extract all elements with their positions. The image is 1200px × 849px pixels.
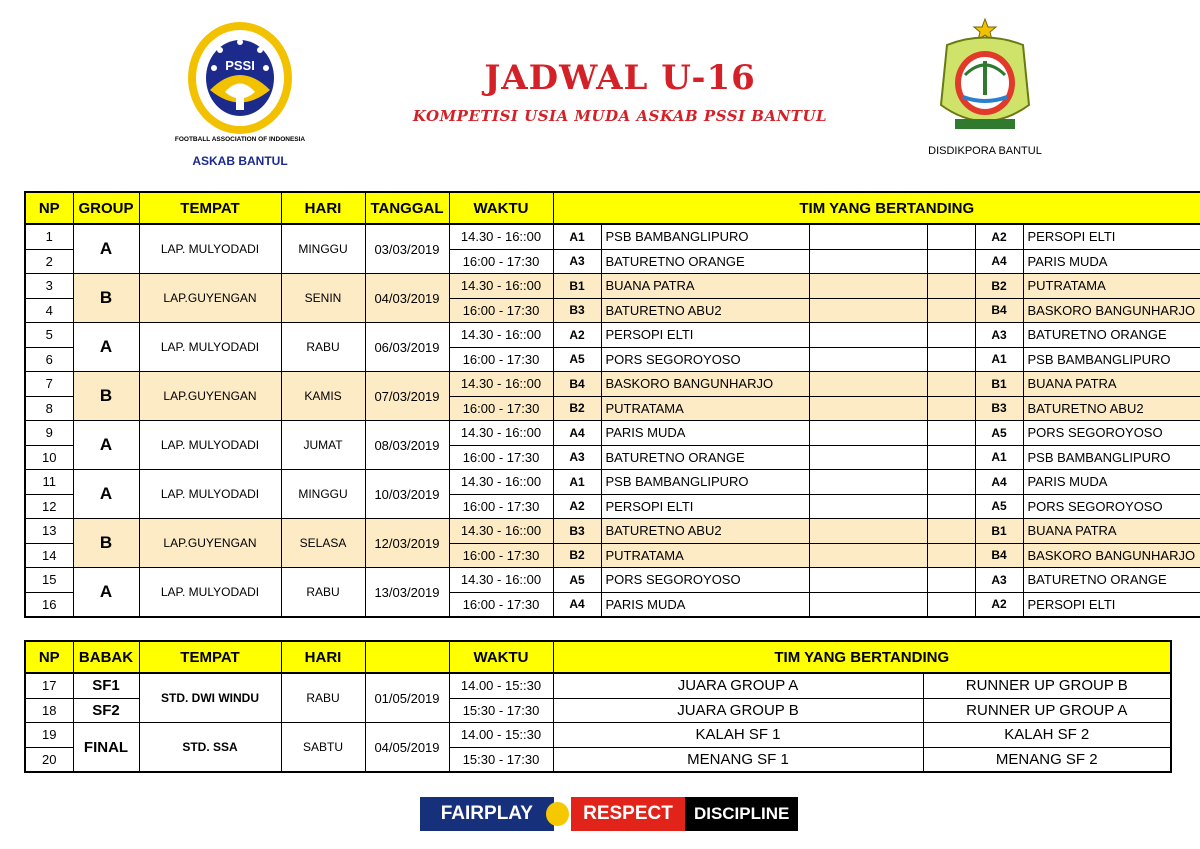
score-cell [927, 592, 975, 617]
table-row [25, 323, 1200, 348]
ball-icon [546, 802, 569, 826]
away-code: A2 [975, 224, 1023, 249]
score-cell [809, 519, 927, 544]
venue-cell: LAP. MULYODADI [139, 323, 281, 372]
header-hari: HARI [281, 192, 365, 224]
away-code: A1 [975, 347, 1023, 372]
score-cell [809, 543, 927, 568]
score-cell [927, 494, 975, 519]
home-code: B2 [553, 396, 601, 421]
page-subtitle: KOMPETISI USIA MUDA ASKAB PSSI BANTUL [412, 107, 828, 125]
home-team: PSB BAMBANGLIPURO [601, 224, 809, 249]
home-code: A1 [553, 470, 601, 495]
home-code: B4 [553, 372, 601, 397]
match-number: 15 [25, 568, 73, 593]
home-team: PUTRATAMA [601, 543, 809, 568]
venue-cell: LAP. MULYODADI [139, 224, 281, 274]
match-number: 13 [25, 519, 73, 544]
day-cell: RABU [281, 323, 365, 372]
header-tempat: TEMPAT [139, 641, 281, 673]
group-cell: B [73, 372, 139, 421]
group-cell: A [73, 323, 139, 372]
home-team: PARIS MUDA [601, 592, 809, 617]
home-code: A3 [553, 445, 601, 470]
home-code: A4 [553, 592, 601, 617]
match-number: 10 [25, 445, 73, 470]
fairplay-label: FAIRPLAY [420, 797, 554, 831]
home-team: PERSOPI ELTI [601, 323, 809, 348]
away-team: PORS SEGOROYOSO [1023, 494, 1200, 519]
away-team: BATURETNO ORANGE [1023, 568, 1200, 593]
match-number: 18 [25, 698, 73, 723]
day-cell: KAMIS [281, 372, 365, 421]
table-row [25, 421, 1200, 446]
score-cell [809, 274, 927, 299]
home-code: B1 [553, 274, 601, 299]
group-cell: A [73, 470, 139, 519]
match-number: 14 [25, 543, 73, 568]
time-cell: 16:00 - 17:30 [449, 543, 553, 568]
table-row [25, 224, 1200, 249]
date-cell: 06/03/2019 [365, 323, 449, 372]
score-cell [927, 470, 975, 495]
venue-cell: STD. SSA [139, 723, 281, 773]
home-team: BUANA PATRA [601, 274, 809, 299]
time-cell: 14.30 - 16::00 [449, 519, 553, 544]
date-cell: 07/03/2019 [365, 372, 449, 421]
match-number: 6 [25, 347, 73, 372]
home-team: PSB BAMBANGLIPURO [601, 470, 809, 495]
day-cell: JUMAT [281, 421, 365, 470]
score-cell [927, 323, 975, 348]
home-team: KALAH SF 1 [553, 723, 923, 748]
away-code: B4 [975, 298, 1023, 323]
bantul-logo [925, 15, 1045, 160]
home-code: A2 [553, 494, 601, 519]
away-team: PERSOPI ELTI [1023, 224, 1200, 249]
home-code: A5 [553, 347, 601, 372]
group-cell: A [73, 224, 139, 274]
home-team: PUTRATAMA [601, 396, 809, 421]
match-number: 3 [25, 274, 73, 299]
score-cell [809, 445, 927, 470]
time-cell: 14.30 - 16::00 [449, 470, 553, 495]
time-cell: 14.00 - 15::30 [449, 673, 553, 698]
header-tanggal: TANGGAL [365, 192, 449, 224]
round-cell: SF2 [73, 698, 139, 723]
home-code: A2 [553, 323, 601, 348]
match-number: 5 [25, 323, 73, 348]
date-cell: 12/03/2019 [365, 519, 449, 568]
home-code: B3 [553, 519, 601, 544]
knockout-table [24, 640, 1172, 773]
match-number: 16 [25, 592, 73, 617]
match-number: 17 [25, 673, 73, 698]
time-cell: 16:00 - 17:30 [449, 249, 553, 274]
score-cell [927, 298, 975, 323]
home-code: A4 [553, 421, 601, 446]
score-cell [809, 470, 927, 495]
table-row [25, 274, 1200, 299]
away-team: KALAH SF 2 [923, 723, 1171, 748]
venue-cell: LAP.GUYENGAN [139, 519, 281, 568]
away-team: BATURETNO ORANGE [1023, 323, 1200, 348]
svg-text:FOOTBALL ASSOCIATION OF INDONE: FOOTBALL ASSOCIATION OF INDONESIA [174, 136, 306, 143]
table-row [25, 723, 1171, 748]
disdikpora-caption: DISDIKPORA BANTUL [928, 145, 1042, 157]
away-team: PERSOPI ELTI [1023, 592, 1200, 617]
header-tim: TIM YANG BERTANDING [553, 192, 1200, 224]
bantul-emblem-icon [925, 15, 1045, 140]
date-cell: 01/05/2019 [365, 673, 449, 723]
match-number: 7 [25, 372, 73, 397]
home-code: A1 [553, 224, 601, 249]
home-team: PARIS MUDA [601, 421, 809, 446]
match-number: 12 [25, 494, 73, 519]
round-cell: FINAL [73, 723, 139, 773]
score-cell [809, 224, 927, 249]
group-cell: A [73, 568, 139, 618]
away-code: B4 [975, 543, 1023, 568]
score-cell [927, 224, 975, 249]
home-team: PERSOPI ELTI [601, 494, 809, 519]
time-cell: 15:30 - 17:30 [449, 698, 553, 723]
time-cell: 16:00 - 17:30 [449, 494, 553, 519]
header-babak: BABAK [73, 641, 139, 673]
score-cell [927, 421, 975, 446]
date-cell: 10/03/2019 [365, 470, 449, 519]
table-row [25, 568, 1200, 593]
respect-label: RESPECT [571, 797, 686, 831]
away-code: A5 [975, 494, 1023, 519]
home-team: BATURETNO ORANGE [601, 445, 809, 470]
score-cell [927, 568, 975, 593]
group-cell: A [73, 421, 139, 470]
score-cell [927, 347, 975, 372]
away-team: PORS SEGOROYOSO [1023, 421, 1200, 446]
group-cell: B [73, 274, 139, 323]
score-cell [809, 421, 927, 446]
match-number: 19 [25, 723, 73, 748]
day-cell: MINGGU [281, 224, 365, 274]
pssi-logo [170, 20, 310, 168]
away-team: BUANA PATRA [1023, 519, 1200, 544]
time-cell: 15:30 - 17:30 [449, 747, 553, 772]
header-np: NP [25, 192, 73, 224]
date-cell: 03/03/2019 [365, 224, 449, 274]
away-team: BUANA PATRA [1023, 372, 1200, 397]
day-cell: SELASA [281, 519, 365, 568]
score-cell [809, 323, 927, 348]
away-team: PSB BAMBANGLIPURO [1023, 347, 1200, 372]
away-team: BATURETNO ABU2 [1023, 396, 1200, 421]
date-cell: 04/03/2019 [365, 274, 449, 323]
score-cell [809, 568, 927, 593]
discipline-label: DISCIPLINE [685, 797, 798, 831]
match-number: 4 [25, 298, 73, 323]
away-code: B3 [975, 396, 1023, 421]
score-cell [927, 543, 975, 568]
away-code: B1 [975, 519, 1023, 544]
day-cell: SABTU [281, 723, 365, 773]
header-group: GROUP [73, 192, 139, 224]
score-cell [809, 249, 927, 274]
away-team: PARIS MUDA [1023, 470, 1200, 495]
away-code: A4 [975, 249, 1023, 274]
day-cell: RABU [281, 673, 365, 723]
page-title: JADWAL U-16 [484, 58, 756, 98]
away-code: A1 [975, 445, 1023, 470]
table-header-row [25, 641, 1171, 673]
score-cell [927, 274, 975, 299]
table-row [25, 470, 1200, 495]
table-header-row [25, 192, 1200, 224]
home-team: PORS SEGOROYOSO [601, 568, 809, 593]
date-cell: 13/03/2019 [365, 568, 449, 618]
table-row [25, 372, 1200, 397]
date-cell: 04/05/2019 [365, 723, 449, 773]
header-np: NP [25, 641, 73, 673]
askab-bantul-caption: ASKAB BANTUL [192, 154, 288, 168]
away-team: BASKORO BANGUNHARJO [1023, 298, 1200, 323]
venue-cell: LAP.GUYENGAN [139, 372, 281, 421]
time-cell: 14.30 - 16::00 [449, 323, 553, 348]
home-team: BATURETNO ORANGE [601, 249, 809, 274]
away-code: A2 [975, 592, 1023, 617]
header-tanggal [365, 641, 449, 673]
table-row [25, 519, 1200, 544]
match-number: 20 [25, 747, 73, 772]
group-stage-table [24, 191, 1200, 618]
fairplay-banner [420, 797, 798, 831]
time-cell: 16:00 - 17:30 [449, 445, 553, 470]
home-team: BATURETNO ABU2 [601, 298, 809, 323]
match-number: 1 [25, 224, 73, 249]
score-cell [927, 396, 975, 421]
group-cell: B [73, 519, 139, 568]
round-cell: SF1 [73, 673, 139, 698]
home-team: MENANG SF 1 [553, 747, 923, 772]
home-team: JUARA GROUP B [553, 698, 923, 723]
match-number: 8 [25, 396, 73, 421]
time-cell: 14.30 - 16::00 [449, 421, 553, 446]
header-hari: HARI [281, 641, 365, 673]
away-code: A4 [975, 470, 1023, 495]
home-team: PORS SEGOROYOSO [601, 347, 809, 372]
away-team: PARIS MUDA [1023, 249, 1200, 274]
match-number: 2 [25, 249, 73, 274]
away-code: A5 [975, 421, 1023, 446]
venue-cell: STD. DWI WINDU [139, 673, 281, 723]
score-cell [809, 396, 927, 421]
home-code: B3 [553, 298, 601, 323]
score-cell [927, 249, 975, 274]
time-cell: 14.00 - 15::30 [449, 723, 553, 748]
score-cell [927, 519, 975, 544]
header-tim: TIM YANG BERTANDING [553, 641, 1171, 673]
time-cell: 16:00 - 17:30 [449, 347, 553, 372]
match-number: 11 [25, 470, 73, 495]
away-team: MENANG SF 2 [923, 747, 1171, 772]
table-row [25, 673, 1171, 698]
pssi-emblem-icon [170, 20, 310, 145]
time-cell: 16:00 - 17:30 [449, 592, 553, 617]
away-team: BASKORO BANGUNHARJO [1023, 543, 1200, 568]
home-team: JUARA GROUP A [553, 673, 923, 698]
venue-cell: LAP. MULYODADI [139, 470, 281, 519]
score-cell [809, 592, 927, 617]
home-team: BASKORO BANGUNHARJO [601, 372, 809, 397]
away-code: B2 [975, 274, 1023, 299]
home-code: A5 [553, 568, 601, 593]
away-code: A3 [975, 323, 1023, 348]
home-code: A3 [553, 249, 601, 274]
day-cell: SENIN [281, 274, 365, 323]
score-cell [809, 494, 927, 519]
home-code: B2 [553, 543, 601, 568]
venue-cell: LAP. MULYODADI [139, 568, 281, 618]
away-team: RUNNER UP GROUP B [923, 673, 1171, 698]
header-waktu: WAKTU [449, 641, 553, 673]
header-tempat: TEMPAT [139, 192, 281, 224]
header-waktu: WAKTU [449, 192, 553, 224]
away-code: A3 [975, 568, 1023, 593]
score-cell [927, 445, 975, 470]
score-cell [927, 372, 975, 397]
time-cell: 14.30 - 16::00 [449, 568, 553, 593]
day-cell: RABU [281, 568, 365, 618]
svg-text:PSSI: PSSI [225, 58, 255, 73]
venue-cell: LAP.GUYENGAN [139, 274, 281, 323]
day-cell: MINGGU [281, 470, 365, 519]
home-team: BATURETNO ABU2 [601, 519, 809, 544]
away-team: PSB BAMBANGLIPURO [1023, 445, 1200, 470]
score-cell [809, 372, 927, 397]
venue-cell: LAP. MULYODADI [139, 421, 281, 470]
match-number: 9 [25, 421, 73, 446]
time-cell: 16:00 - 17:30 [449, 396, 553, 421]
time-cell: 14.30 - 16::00 [449, 224, 553, 249]
score-cell [809, 347, 927, 372]
time-cell: 14.30 - 16::00 [449, 274, 553, 299]
away-team: RUNNER UP GROUP A [923, 698, 1171, 723]
time-cell: 16:00 - 17:30 [449, 298, 553, 323]
date-cell: 08/03/2019 [365, 421, 449, 470]
score-cell [809, 298, 927, 323]
away-team: PUTRATAMA [1023, 274, 1200, 299]
time-cell: 14.30 - 16::00 [449, 372, 553, 397]
away-code: B1 [975, 372, 1023, 397]
